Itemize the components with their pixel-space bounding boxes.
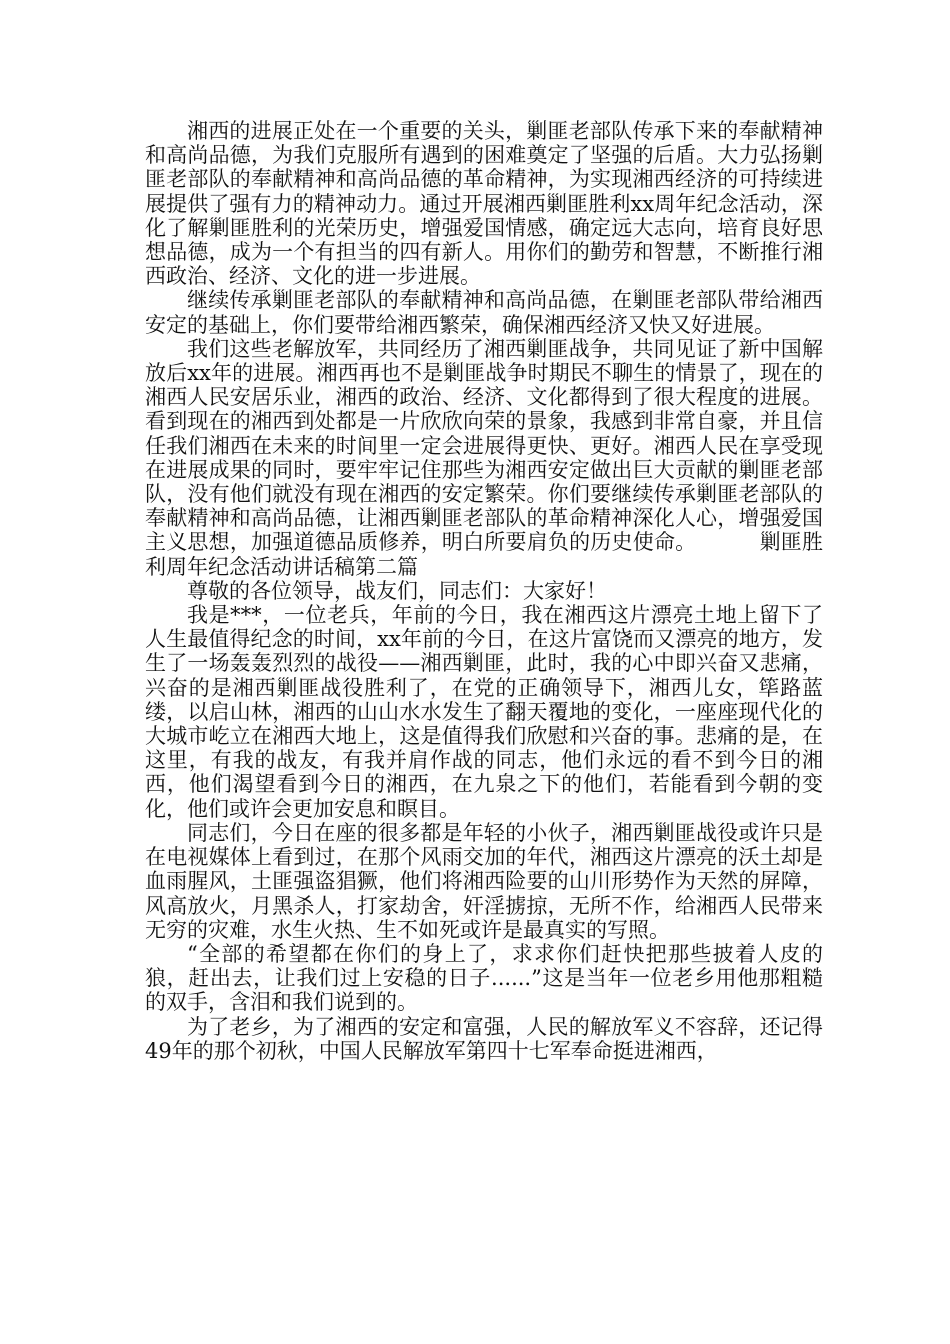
paragraph-5: 我是***，一位老兵，年前的今日，我在湘西这片漂亮土地上留下了人生最值得纪念的时间，xx年前的今日，在这片富饶而又漂亮的地方，发生了一场轰轰烈烈的战役——湘西剿匪，此时，我的心中即兴奋又悲痛，兴奋的是湘西剿匪战役胜利了，在党的正确领导下，湘西儿女，筚路蓝缕，以启山林，湘西的山山水水发生了翻天覆地的变化，一座座现代化的大城市屹立在湘西大地上，这是值得我们欣慰和兴奋的事。悲痛的是，在这里，有我的战友，有我并肩作战的同志，他们永远的看不到今日的湘西，他们渴望看到今日的湘西，在九泉之下的他们，若能看到今朝的变化，他们或许会更加安息和瞑目。 <box>145 603 823 821</box>
section-heading: 剿匪胜利周年纪念活动讲话稿第二篇 <box>145 530 824 579</box>
paragraph-8: 为了老乡，为了湘西的安定和富强，人民的解放军义不容辞，还记得49年的那个初秋，中国人民解放军第四十七军奉命挺进湘西， <box>145 1014 823 1063</box>
paragraph-3-text: 我们这些老解放军，共同经历了湘西剿匪战争，共同见证了新中国解放后xx年的进展。湘西再也不是剿匪战争时期民不聊生的情景了，现在的湘西人民安居乐业，湘西的政治、经济、文化都得到了很大程度的进展。看到现在的湘西到处都是一片欣欣向荣的景象，我感到非常自豪，并且信任我们湘西在未来的时间里一定会进展得更快、更好。湘西人民在享受现在进展成果的同时，要牢牢记住那些为湘西安定做出巨大贡献的剿匪老部队，没有他们就没有现在湘西的安定繁荣。你们要继续传承剿匪老部队的奉献精神和高尚品德，让湘西剿匪老部队的革命精神深化人心，增强爱国主义思想，加强道德品质修养，明白所要肩负的历史使命。 <box>145 336 823 555</box>
paragraph-1: 湘西的进展正处在一个重要的关头，剿匪老部队传承下来的奉献精神和高尚品德，为我们克服所有遇到的困难奠定了坚强的后盾。大力弘扬剿匪老部队的奉献精神和高尚品德的革命精神，为实现湘西经济的可持续进展提供了强有力的精神动力。通过开展湘西剿匪胜利xx周年纪念活动，深化了解剿匪胜利的光荣历史，增强爱国情感，确定远大志向，培育良好思想品德，成为一个有担当的四有新人。用你们的勤劳和智慧，不断推行湘西政治、经济、文化的进一步进展。 <box>145 119 823 289</box>
paragraph-3 <box>145 337 823 579</box>
paragraph-6: 同志们，今日在座的很多都是年轻的小伙子，湘西剿匪战役或许只是在电视媒体上看到过，在那个风雨交加的年代，湘西这片漂亮的沃土却是血雨腥风，土匪强盗猖獗，他们将湘西险要的山川形势作为天然的屏障，风高放火，月黑杀人，打家劫舍，奸淫掳掠，无所不作，给湘西人民带来无穷的灾难，水生火热、生不如死或许是最真实的写照。 <box>145 820 823 942</box>
greeting: 尊敬的各位领导，战友们，同志们：大家好！ <box>187 578 607 603</box>
paragraph-2: 继续传承剿匪老部队的奉献精神和高尚品德，在剿匪老部队带给湘西安定的基础上，你们要带给湘西繁荣，确保湘西经济又快又好进展。 <box>145 288 823 337</box>
paragraph-7-quote: “全部的希望都在你们的身上了，求求你们赶快把那些披着人皮的狼，赶出去，让我们过上安稳的日子......”这是当年一位老乡用他那粗糙的双手，含泪和我们说到的。 <box>145 941 823 1015</box>
document-page <box>145 119 823 1063</box>
